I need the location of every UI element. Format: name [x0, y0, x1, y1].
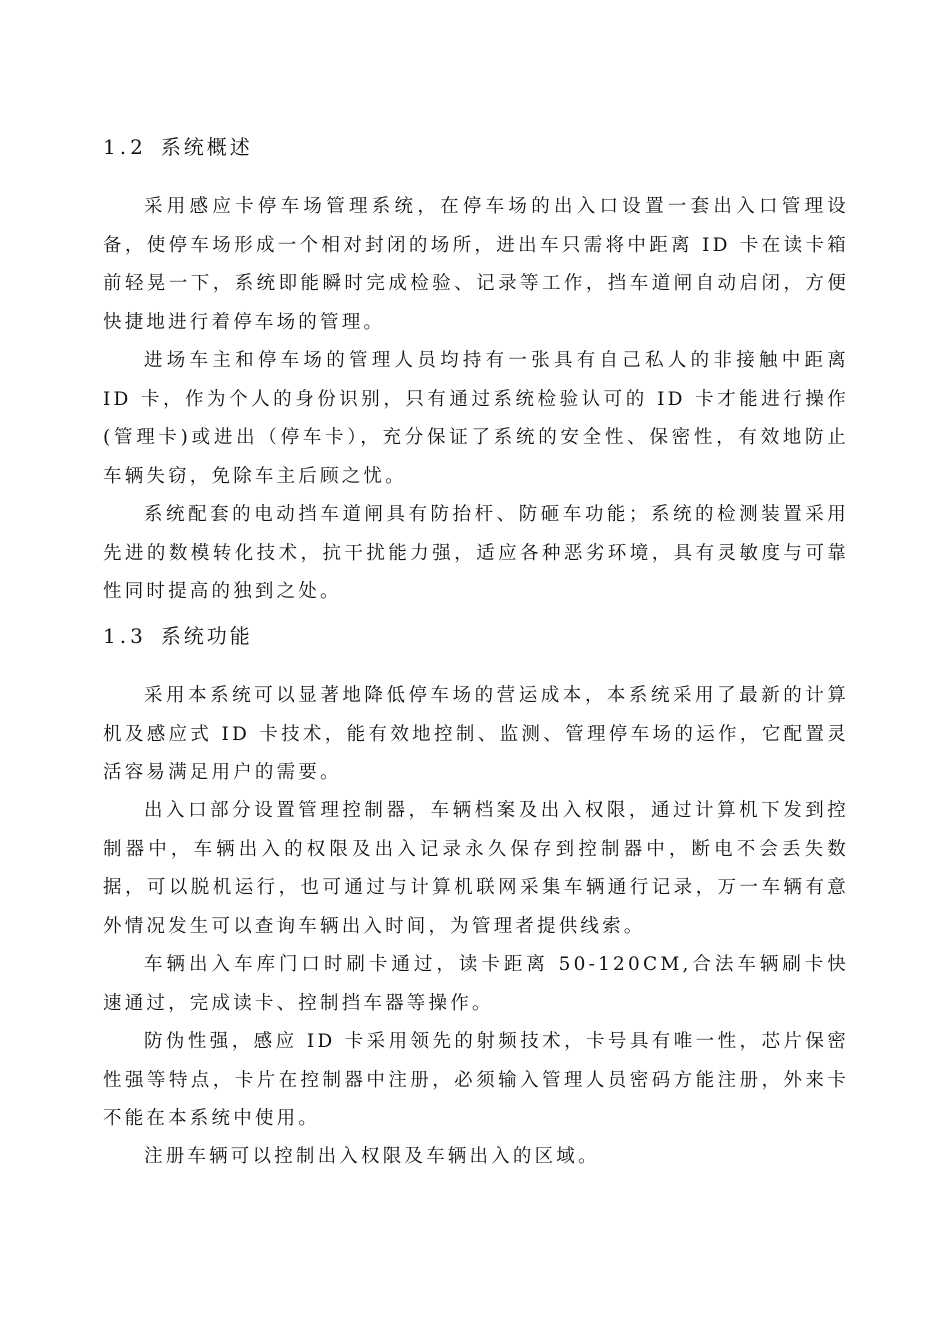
section-number: 1.3: [103, 624, 147, 648]
section-number: 1.2: [103, 135, 147, 159]
paragraph: 防伪性强，感应 ID 卡采用领先的射频技术，卡号具有唯一性，芯片保密性强等特点，卡片在控制器中注册，必须输入管理人员密码方能注册，外来卡不能在本系统中使用。: [103, 1031, 849, 1129]
section-heading-1-2: [103, 133, 253, 161]
paragraph: 采用感应卡停车场管理系统，在停车场的出入口设置一套出入口管理设备，使停车场形成一个相对封闭的场所，进出车只需将中距离 ID 卡在读卡箱前轻晃一下，系统即能瞬时完成检验、记录等工作，挡车道闸自动启闭，方便快捷地进行着停车场的管理。: [103, 196, 849, 333]
paragraph: 采用本系统可以显著地降低停车场的营运成本，本系统采用了最新的计算机及感应式 ID 卡技术，能有效地控制、监测、管理停车场的运作，它配置灵活容易满足用户的需要。: [103, 685, 849, 783]
section-heading-1-3: [103, 622, 253, 650]
paragraph: 进场车主和停车场的管理人员均持有一张具有自己私人的非接触中距离 ID 卡，作为个人的身份识别，只有通过系统检验认可的 ID 卡才能进行操作(管理卡)或进出（停车卡），充分保证了系统的安全性、保密性，有效地防止车辆失窃，免除车主后顾之忧。: [103, 350, 849, 487]
section-title: 系统功能: [160, 624, 253, 648]
paragraph: 系统配套的电动挡车道闸具有防抬杆、防砸车功能；系统的检测装置采用先进的数模转化技术，抗干扰能力强，适应各种恶劣环境，具有灵敏度与可靠性同时提高的独到之处。: [103, 504, 849, 602]
paragraph: 注册车辆可以控制出入权限及车辆出入的区域。: [144, 1146, 600, 1167]
paragraph: 车辆出入车库门口时刷卡通过，读卡距离 50-120CM,合法车辆刷卡快速通过，完成读卡、控制挡车器等操作。: [103, 954, 849, 1014]
section-title: 系统概述: [160, 135, 253, 159]
paragraph: 出入口部分设置管理控制器，车辆档案及出入权限，通过计算机下发到控制器中，车辆出入的权限及出入记录永久保存到控制器中，断电不会丢失数据，可以脱机运行，也可通过与计算机联网采集车辆通行记录，万一车辆有意外情况发生可以查询车辆出入时间，为管理者提供线索。: [103, 800, 849, 937]
